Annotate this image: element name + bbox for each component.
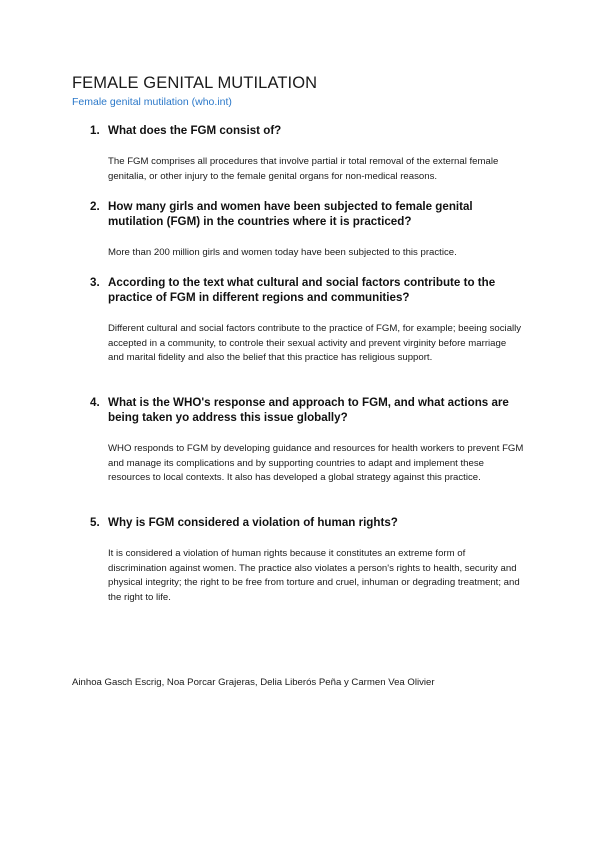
- question-text: What is the WHO's response and approach to FGM, and what actions are being taken yo address this issue globally?: [108, 396, 509, 424]
- question-text: Why is FGM considered a violation of human rights?: [108, 516, 398, 529]
- answer-3: Different cultural and social factors contribute to the practice of FGM, for example; beeing socially accepted in a community, to controle their sexual activity and prevent virginity before marriage and marital fidelity and also the belief that this practice has religious support.: [108, 323, 522, 364]
- qa-item-5: [90, 515, 530, 605]
- question-number: 2.: [90, 200, 100, 213]
- question-4: [90, 395, 530, 425]
- authors-line: Ainhoa Gasch Escrig, Noa Porcar Grajeras, Delia Liberós Peña y Carmen Vea Olivier: [72, 677, 435, 688]
- question-2: [90, 199, 530, 229]
- qa-item-1: [90, 123, 530, 184]
- page-title: FEMALE GENITAL MUTILATION: [72, 74, 318, 92]
- qa-item-4: [90, 395, 530, 486]
- answer-4: WHO responds to FGM by developing guidance and resources for health workers to prevent FGM and manage its complications and by supporting countries to adapt and implement these resources to local contexts. It also has developed a global strategy against this practice.: [108, 443, 524, 484]
- qa-item-3: [90, 275, 530, 366]
- question-text: According to the text what cultural and social factors contribute to the practice of FGM in different regions and communities?: [108, 276, 496, 304]
- question-number: 3.: [90, 276, 100, 289]
- question-text: How many girls and women have been subjected to female genital mutilation (FGM) in the countries where it is practiced?: [108, 200, 473, 228]
- qa-item-2: [90, 199, 530, 261]
- question-text: What does the FGM consist of?: [108, 124, 282, 137]
- question-number: 1.: [90, 124, 100, 137]
- question-1: [90, 123, 530, 138]
- question-number: 4.: [90, 396, 100, 409]
- source-link[interactable]: Female genital mutilation (who.int): [72, 96, 232, 108]
- answer-5: It is considered a violation of human rights because it constitutes an extreme form of discrimination against women. The practice also violates a person's rights to health, security and physical integrity; the right to be free from torture and cruel, inhuman or degrading treatment; and the right to life.: [108, 548, 520, 603]
- answer-2: More than 200 million girls and women today have been subjected to this practice.: [108, 247, 457, 258]
- question-number: 5.: [90, 516, 100, 529]
- answer-1: The FGM comprises all procedures that involve partial ir total removal of the external female genitalia, or other injury to the female genital organs for non-medical reasons.: [108, 156, 499, 182]
- question-5: [90, 515, 530, 530]
- question-3: [90, 275, 530, 305]
